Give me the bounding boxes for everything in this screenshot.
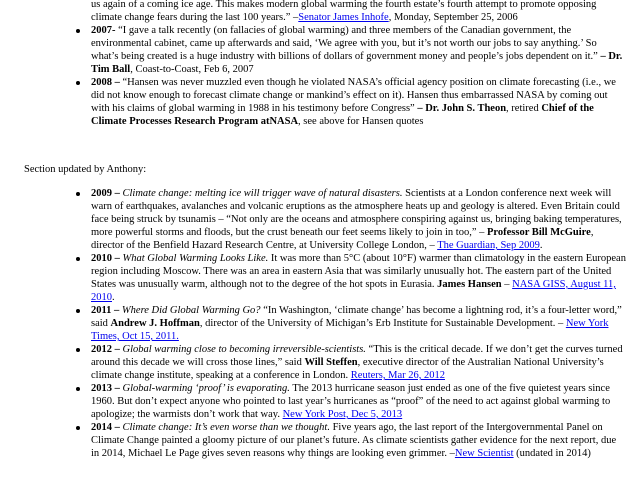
headline-text: Climate change: It’s even worse than we thought. xyxy=(122,422,330,433)
body-text: , Coast-to-Coast, Feb 6, 2007 xyxy=(130,64,254,75)
bold-text: Andrew J. Hoffman xyxy=(110,318,200,329)
list-item xyxy=(74,187,626,252)
source-link[interactable]: The Guardian, Sep 2009 xyxy=(437,240,540,251)
bold-text: – Dr. Tim Ball xyxy=(91,51,623,75)
source-link[interactable]: NASA GISS, August 11, 2010 xyxy=(91,279,616,303)
bold-text: Will Steffen xyxy=(304,357,358,368)
body-text: , retired xyxy=(506,103,542,114)
bold-text: Chief of the Climate Processes Research Program atNASA xyxy=(91,103,594,127)
headline-text: Climate change: melting ice will trigger wave of natural disasters. xyxy=(122,188,403,199)
list-item xyxy=(74,252,626,304)
list-item xyxy=(74,24,626,76)
headline-text: What Global Warming Looks Like. xyxy=(122,253,269,264)
body-text: us again of a coming ice age. This makes modern global warming the fourth estate’s fourth attempt to promote opposing climate change fears during the last 100 years.” – xyxy=(91,0,597,23)
body-text: , director of the Benfield Hazard Research Centre, at University College London, – xyxy=(91,227,594,251)
body-text: “I gave a talk recently (on fallacies of global warming) and three members of the Canadian government, the environmental cabinet, came up afterwards and said, ‘We agree with you, but it’s not worth our jobs to say anything.’ So what’s being created is a huge industry with billions of dollars of government money and people’s jobs dependent on it.” xyxy=(91,25,601,62)
list-item xyxy=(74,421,626,460)
list-item xyxy=(74,382,626,421)
body-text: , executive director of the Australian National University’s climate change institute, speaking at a conference in London. xyxy=(91,357,604,381)
bold-text: 2012 – xyxy=(91,344,120,355)
body-text: (undated in 2014) xyxy=(513,448,591,459)
quote-list-bottom xyxy=(74,187,626,460)
body-text: Five years ago, the last report of the Intergovernmental Panel on Climate Change painted a gloomy picture of our planet’s future. As climate scientists gather evidence for the next report, due in 2014, Michael Le Page gives seven reasons why things are looking even grimmer. – xyxy=(91,422,617,459)
bold-text: 2014 – xyxy=(91,422,120,433)
body-text: . xyxy=(112,292,115,303)
bold-text: 2011 – xyxy=(91,305,120,316)
headline-text: Where Did Global Warming Go? xyxy=(121,305,261,316)
body-text: The 2013 hurricane season just ended as one of the five quietest years since 1960. But don’t expect anyone who pointed to last year’s hurricanes as “proof” of the need to act against global warming to apologize; the warmists don’t work that way. xyxy=(91,383,611,420)
headline-text: Global-warming ‘proof’ is evaporating. xyxy=(122,383,290,394)
list-item xyxy=(74,76,626,128)
section-note: Section updated by Anthony: xyxy=(24,164,147,175)
source-link[interactable]: Reuters, Mar 26, 2012 xyxy=(350,370,445,381)
list-item xyxy=(74,304,626,343)
body-text: – xyxy=(501,279,513,290)
body-text: Scientists at a London conference next week will warn of earthquakes, avalanches and volcanic eruptions as the atmosphere heats up and geology is altered. Even Britain could face being struck by tsunamis – “Not only are the oceans and atmosphere conspiring against us, bringing baking temperatures, more powerful storms and floods, but the crust beneath our feet seems likely to join in too,” – xyxy=(91,188,622,238)
body-text: . xyxy=(539,240,543,251)
body-text: “This is the critical decade. If we don’t get the curves turned around this decade we will cross those lines,” said xyxy=(91,344,623,368)
bold-text: 2010 – xyxy=(91,253,120,264)
body-text: , director of the University of Michigan’s Erb Institute for Sustainable Development. – xyxy=(199,318,566,329)
bold-text: James Hansen xyxy=(437,279,502,290)
body-text: “Hansen was never muzzled even though he violated NASA’s official agency position on climate forecasting (i.e., we did not know enough to forecast climate change or mankind’s effect on it). Hansen thus embarrassed NASA by coming out with his claims of global warming in 1988 in his testimony before Congress” xyxy=(91,77,616,114)
source-link[interactable]: New York Times, Oct 15, 2011. xyxy=(91,318,609,342)
bold-text: – Dr. John S. Theon xyxy=(417,103,507,114)
body-text: , see above for Hansen quotes xyxy=(298,116,424,127)
bold-text: 2007- xyxy=(91,25,116,36)
list-item xyxy=(74,0,626,24)
source-link[interactable]: Senator James Inhofe xyxy=(298,12,389,23)
body-text: It was more than 5°C (about 10°F) warmer than climatology in the eastern European region including Moscow. There was an area in eastern Asia that was similarly unusually hot. The eastern part of the United States was unusually warm, although not to the degree of the hot spots in Eurasia. xyxy=(91,253,626,290)
headline-text: Global warming close to becoming irreversible-scientists. xyxy=(122,344,366,355)
bold-text: Professor Bill McGuire xyxy=(487,227,591,238)
quote-list-top xyxy=(74,0,626,128)
bold-text: 2013 – xyxy=(91,383,120,394)
source-link[interactable]: New York Post, Dec 5, 2013 xyxy=(282,409,403,420)
bold-text: 2008 – xyxy=(91,77,120,88)
source-link[interactable]: New Scientist xyxy=(454,448,514,459)
list-item xyxy=(74,343,626,382)
body-text: , Monday, September 25, 2006 xyxy=(388,12,518,23)
bold-text: 2009 – xyxy=(91,188,120,199)
body-text: “In Washington, ‘climate change’ has become a lightning rod, it’s a four-letter word,” said xyxy=(91,305,622,329)
